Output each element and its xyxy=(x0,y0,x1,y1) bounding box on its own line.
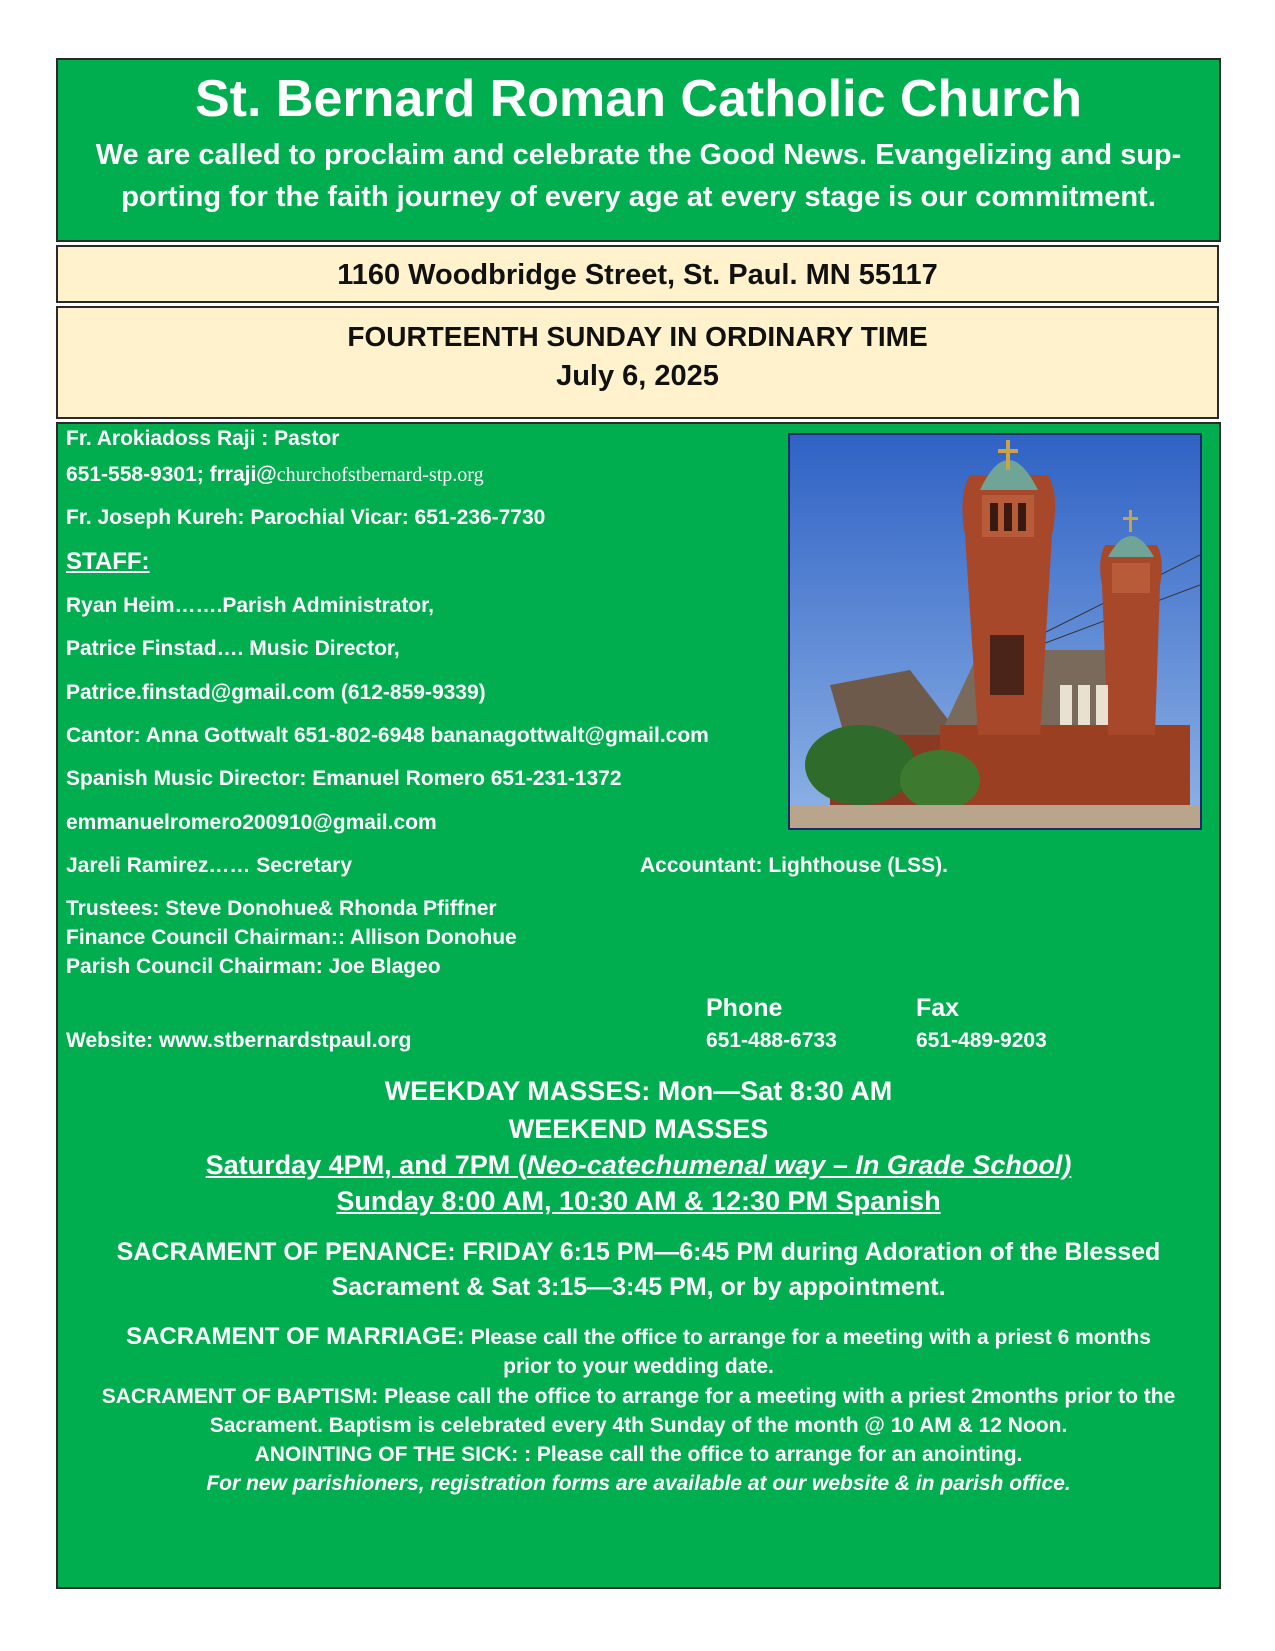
staff-line: Patrice.finstad@gmail.com (612-859-9339) xyxy=(66,681,486,704)
saturday-times: Saturday 4PM, and 7PM ( xyxy=(205,1150,527,1180)
staff-line: Spanish Music Director: Emanuel Romero 651-231-1372 xyxy=(66,767,622,790)
baptism-line-1: SACRAMENT OF BAPTISM: Please call the office to arrange for a meeting with a priest 2months prior to the xyxy=(101,1385,1176,1408)
liturgical-date: July 6, 2025 xyxy=(556,360,719,392)
staff-heading: STAFF: xyxy=(66,548,150,575)
penance-line-1: SACRAMENT OF PENANCE: FRIDAY 6:15 PM—6:45 PM during Adoration of the Blessed xyxy=(116,1238,1161,1266)
mission-line-1: We are called to proclaim and celebrate the Good News. Evangelizing and sup- xyxy=(95,139,1182,171)
baptism-line-2: Sacrament. Baptism is celebrated every 4th Sunday of the month @ 10 AM & 12 Noon. xyxy=(209,1414,1068,1437)
parish-info-panel xyxy=(56,422,1221,1589)
fax-label: Fax xyxy=(916,994,960,1022)
phone-number: 651-488-6733 xyxy=(706,1029,837,1052)
pastor-line: Fr. Arokiadoss Raji : Pastor xyxy=(66,427,340,450)
registration-note: For new parishioners, registration forms are available at our website & in parish office. xyxy=(206,1472,1071,1495)
liturgy-banner xyxy=(56,306,1219,419)
mission-statement xyxy=(58,134,1219,218)
vicar-line: Fr. Joseph Kureh: Parochial Vicar: 651-236-7730 xyxy=(66,506,546,529)
staff-line: emmanuelromero200910@gmail.com xyxy=(66,811,437,834)
saturday-note: Neo-catechumenal way – In Grade School) xyxy=(526,1150,1072,1180)
church-header xyxy=(56,58,1221,242)
pastor-phone: 651-558-9301; xyxy=(66,463,204,486)
church-building-image xyxy=(790,435,1200,828)
weekday-masses: WEEKDAY MASSES: Mon—Sat 8:30 AM xyxy=(384,1076,893,1106)
marriage-line-1 xyxy=(58,1322,1219,1353)
staff-line: Ryan Heim…….Parish Administrator, xyxy=(66,594,434,617)
marriage-text: Please call the office to arrange for a meeting with a priest 6 months xyxy=(464,1326,1151,1349)
accountant-line: Accountant: Lighthouse (LSS). xyxy=(640,854,948,877)
church-photo xyxy=(788,433,1202,830)
finance-council-line: Finance Council Chairman:: Allison Donohue xyxy=(66,926,517,949)
phone-label: Phone xyxy=(706,994,783,1022)
anointing-line: ANOINTING OF THE SICK: : Please call the office to arrange for an anointing. xyxy=(254,1443,1023,1466)
liturgical-occasion: FOURTEENTH SUNDAY IN ORDINARY TIME xyxy=(347,321,928,352)
sunday-masses: Sunday 8:00 AM, 10:30 AM & 12:30 PM Spanish xyxy=(336,1186,941,1216)
staff-line: Patrice Finstad…. Music Director, xyxy=(66,637,400,660)
staff-line: Cantor: Anna Gottwalt 651-802-6948 bananagottwalt@gmail.com xyxy=(66,724,709,747)
pastor-contact xyxy=(66,456,484,494)
marriage-label: SACRAMENT OF MARRIAGE: xyxy=(126,1323,465,1350)
mission-line-2: porting for the faith journey of every age at every stage is our commitment. xyxy=(121,181,1156,213)
pastor-email-user[interactable]: frraji@ xyxy=(209,463,277,486)
pastor-email-domain[interactable]: churchofstbernard-stp.org xyxy=(276,464,484,486)
marriage-line-2: prior to your wedding date. xyxy=(503,1355,774,1378)
weekend-masses-heading: WEEKEND MASSES xyxy=(508,1114,769,1144)
fax-number: 651-489-9203 xyxy=(916,1029,1047,1052)
website-link[interactable]: Website: www.stbernardstpaul.org xyxy=(66,1029,412,1052)
church-title: St. Bernard Roman Catholic Church xyxy=(195,70,1082,128)
secretary-line: Jareli Ramirez…… Secretary xyxy=(66,854,352,877)
trustees-line: Trustees: Steve Donohue& Rhonda Pfiffner xyxy=(66,897,497,920)
penance-line-2: Sacrament & Sat 3:15—3:45 PM, or by appointment. xyxy=(331,1273,946,1301)
parish-council-line: Parish Council Chairman: Joe Blageo xyxy=(66,955,441,978)
church-address: 1160 Woodbridge Street, St. Paul. MN 55117 xyxy=(56,245,1219,303)
saturday-masses xyxy=(58,1146,1219,1184)
